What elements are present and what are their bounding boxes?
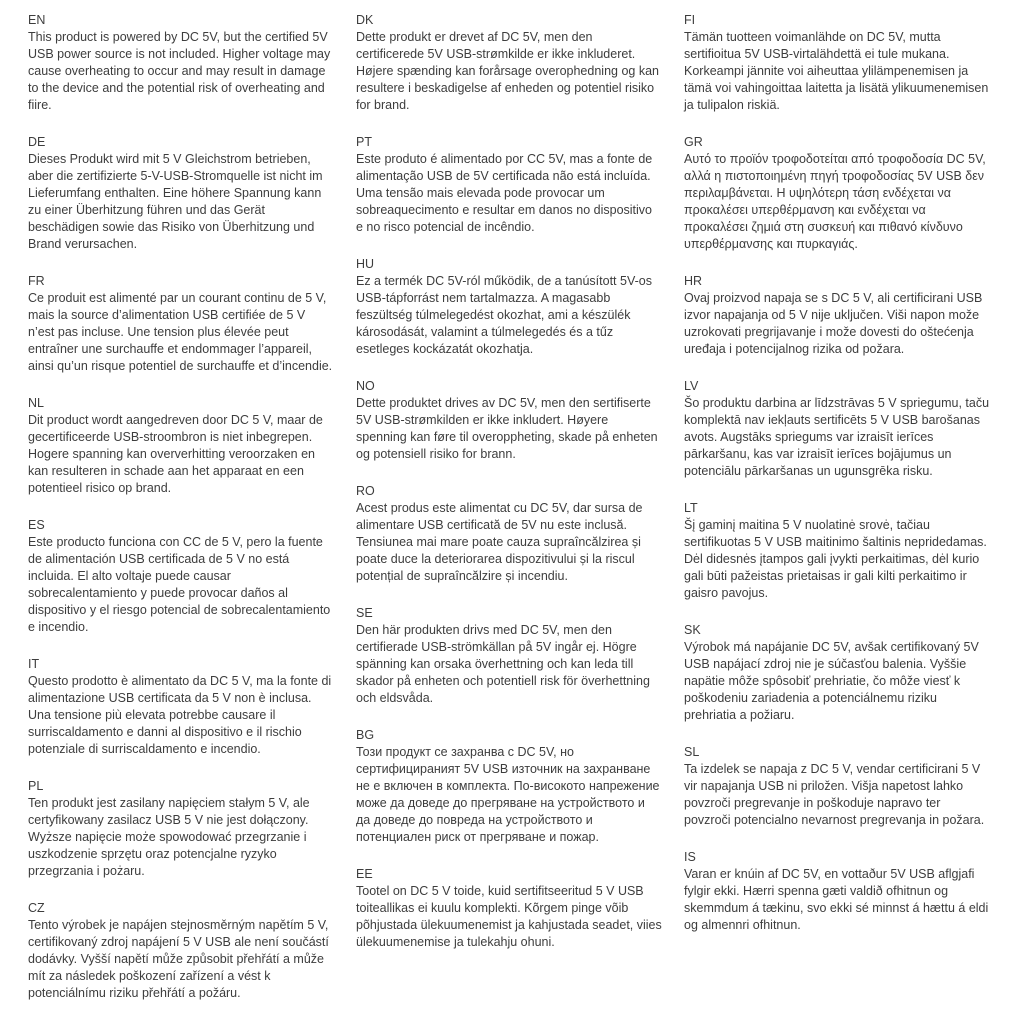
safety-text-it: Questo prodotto è alimentato da DC 5 V, ma la fonte di alimentazione USB certificata da 5 V non è inclusa. Una tensione più elevata potrebbe causare il surriscaldamento e danni al dispositivo e il rischio potenziale di surriscaldamento e incendio. (28, 674, 332, 756)
section-no (356, 378, 662, 463)
section-cz (28, 900, 334, 1002)
language-code-it: IT (28, 657, 40, 671)
safety-text-sl: Ta izdelek se napaja z DC 5 V, vendar certificirani 5 V vir napajanja USB ni priložen. Višja napetost lahko povzroči pregrevanje in poškoduje napravo ter povzroči potencialno nevarnost pregrevanja in požara. (684, 762, 985, 827)
section-ro (356, 483, 662, 585)
language-code-en: EN (28, 13, 46, 27)
section-se (356, 605, 662, 707)
safety-text-lv: Šo produktu darbina ar līdzstrāvas 5 V spriegumu, taču komplektā nav iekļauts sertificēts 5 V USB barošanas avots. Augstāks spriegums var izraisīt ierīces pārkaršanu, kas var izraisīt ierīces bojājumus un potenciālu pārkaršanas un ugunsgrēka risku. (684, 396, 990, 478)
section-ee (356, 866, 662, 951)
safety-text-bg: Този продукт се захранва с DC 5V, но сертифицираният 5V USB източник на захранване не е включен в комплекта. По-високото напрежение може да доведе до прегряване на устройството и да доведе до повреда на устройството и потенциален риск от прегряване и пожар. (356, 745, 660, 844)
language-code-no: NO (356, 379, 375, 393)
section-pt (356, 134, 662, 236)
safety-text-ee: Tootel on DC 5 V toide, kuid sertifitseeritud 5 V USB toiteallikas ei kuulu komplekti. Kõrgem pinge võib põhjustada ülekuumenemist ja kahjustada seadet, viies ülekuumenemise ja tulekahju ohuni. (356, 884, 662, 949)
language-code-ro: RO (356, 484, 375, 498)
safety-text-de: Dieses Produkt wird mit 5 V Gleichstrom betrieben, aber die zertifizierte 5-V-USB-Stromquelle ist nicht im Lieferumfang enthalten. Eine höhere Spannung kann zu einer Überhitzung führen und das Gerät beschädigen sowie das Risiko von Überhitzung und Brand verursachen. (28, 152, 323, 251)
section-sk (684, 622, 990, 724)
language-code-hu: HU (356, 257, 375, 271)
language-code-dk: DK (356, 13, 374, 27)
safety-text-pl: Ten produkt jest zasilany napięciem stałym 5 V, ale certyfikowany zasilacz USB 5 V nie jest dołączony. Wyższe napięcie może spowodować przegrzanie i uszkodzenie sprzętu oraz potencjalne ryzyko przegrzania i pożaru. (28, 796, 310, 878)
section-bg (356, 727, 662, 846)
column-1 (28, 12, 334, 1022)
safety-text-es: Este producto funciona con CC de 5 V, pero la fuente de alimentación USB certificada de 5 V no está incluida. El alto voltaje puede causar sobrecalentamiento y puede provocar daños al dispositivo y el riesgo potencial de sobrecalentamiento e incendio. (28, 535, 331, 634)
safety-text-fr: Ce produit est alimenté par un courant continu de 5 V, mais la source d’alimentation USB certifiée de 5 V n’est pas incluse. Une tension plus élevée peut entraîner une surchauffe et endommager l’appareil, ainsi qu’un risque potentiel de surchauffe et d’incendie. (28, 291, 333, 373)
column-2 (356, 12, 662, 1022)
language-code-bg: BG (356, 728, 375, 742)
safety-text-is: Varan er knúin af DC 5V, en vottaður 5V USB aflgjafi fylgir ekki. Hærri spenna gæti valdið ofhitnun og skemmdum á tækinu, svo ekki sé minnst á hættu á eldi og almennri ofhitnun. (684, 867, 989, 932)
language-code-nl: NL (28, 396, 44, 410)
safety-text-sk: Výrobok má napájanie DC 5V, avšak certifikovaný 5V USB napájací zdroj nie je súčasťou balenia. Vyššie napätie môže spôsobiť prehriatie, čo môže viesť k poškodeniu zariadenia a potenciálnemu riziku prehriatia a požiaru. (684, 640, 979, 722)
section-it (28, 656, 334, 758)
safety-text-hu: Ez a termék DC 5V-ról működik, de a tanúsított 5V-os USB-tápforrást nem tartalmazza. A magasabb feszültség túlmelegedést okozhat, ami a készülék károsodását, valamint a túlmelegedés és a tűz esetleges kockázatát okozhatja. (356, 274, 652, 356)
section-hu (356, 256, 662, 358)
section-dk (356, 12, 662, 114)
language-code-sl: SL (684, 745, 700, 759)
section-de (28, 134, 334, 253)
section-gr (684, 134, 990, 253)
language-code-pl: PL (28, 779, 44, 793)
section-fr (28, 273, 334, 375)
section-es (28, 517, 334, 636)
safety-text-dk: Dette produkt er drevet af DC 5V, men den certificerede 5V USB-strømkilde er ikke inkluderet. Højere spænding kan forårsage overophedning og kan resultere i beskadigelse af enheden og potentiel risiko for brand. (356, 30, 659, 112)
safety-text-en: This product is powered by DC 5V, but the certified 5V USB power source is not included. Higher voltage may cause overheating to occur and may result in damage to the device and the potential risk of overheating and fiire. (28, 30, 331, 112)
language-code-de: DE (28, 135, 46, 149)
section-fi (684, 12, 990, 114)
language-code-cz: CZ (28, 901, 45, 915)
section-lt (684, 500, 990, 602)
language-code-gr: GR (684, 135, 703, 149)
language-code-sk: SK (684, 623, 701, 637)
language-code-hr: HR (684, 274, 703, 288)
column-3 (684, 12, 990, 1022)
language-code-is: IS (684, 850, 696, 864)
section-hr (684, 273, 990, 358)
section-sl (684, 744, 990, 829)
safety-text-fi: Tämän tuotteen voimanlähde on DC 5V, mutta sertifioitua 5V USB-virtalähdettä ei tule mukana. Korkeampi jännite voi aiheuttaa ylilämpenemisen ja tämä voi vahingoittaa laitetta ja lisätä ylikuumenemisen ja tulipalon riskiä. (684, 30, 989, 112)
safety-text-cz: Tento výrobek je napájen stejnosměrným napětím 5 V, certifikovaný zdroj napájení 5 V USB ale není součástí dodávky. Vyšší napětí může způsobit přehřátí a může mít za následek poškození zařízení a vést k potenciálnímu riziku přehřátí a požáru. (28, 918, 329, 1000)
language-code-lv: LV (684, 379, 699, 393)
language-code-fi: FI (684, 13, 696, 27)
safety-text-nl: Dit product wordt aangedreven door DC 5 V, maar de gecertificeerde USB-stroombron is niet inbegrepen. Hogere spanning kan oververhitting veroorzaken en kan resulteren in schade aan het apparaat en een potentieel risico op brand. (28, 413, 323, 495)
language-code-pt: PT (356, 135, 372, 149)
language-code-lt: LT (684, 501, 698, 515)
section-en (28, 12, 334, 114)
language-code-se: SE (356, 606, 373, 620)
language-code-ee: EE (356, 867, 373, 881)
section-lv (684, 378, 990, 480)
safety-text-lt: Šį gaminį maitina 5 V nuolatinė srovė, tačiau sertifikuotas 5 V USB maitinimo šaltinis nepridedamas. Dėl didesnės įtampos gali įvykti perkaitimas, dėl kurio gali būti pažeistas prietaisas ir gali kilti perkaitimo ir gaisro pavojus. (684, 518, 987, 600)
safety-text-ro: Acest produs este alimentat cu DC 5V, dar sursa de alimentare USB certificată de 5V nu este inclusă. Tensiunea mai mare poate cauza supraîncălzirea și poate duce la deteriorarea dispozitivului și la riscul potențial de supraîncălzire și incendiu. (356, 501, 643, 583)
safety-text-se: Den här produkten drivs med DC 5V, men den certifierade USB-strömkällan på 5V ingår ej. Högre spänning kan orsaka överhettning och kan leda till skador på enheten och potentiell risk för överhettning och eldsvåda. (356, 623, 650, 705)
language-code-es: ES (28, 518, 45, 532)
language-code-fr: FR (28, 274, 45, 288)
section-nl (28, 395, 334, 497)
safety-text-pt: Este produto é alimentado por CC 5V, mas a fonte de alimentação USB de 5V certificada não está incluída. Uma tensão mais elevada pode provocar um sobreaquecimento e resultar em danos no dispositivo e no risco potencial de incêndio. (356, 152, 653, 234)
section-is (684, 849, 990, 934)
safety-text-no: Dette produktet drives av DC 5V, men den sertifiserte 5V USB-strømkilden er ikke inkludert. Høyere spenning kan føre til overoppheting, skade på enheten og potensiell risiko for brann. (356, 396, 658, 461)
safety-text-gr: Αυτό το προϊόν τροφοδοτείται από τροφοδοσία DC 5V, αλλά η πιστοποιημένη πηγή τροφοδοσίας 5V USB δεν περιλαμβάνεται. Η υψηλότερη τάση ενδέχεται να προκαλέσει υπερθέρμανση και ενδέχεται να προκαλέσει ζημιά στη συσκευή και πιθανό κίνδυνο υπερθέρμανσης και πυρκαγιάς. (684, 152, 986, 251)
section-pl (28, 778, 334, 880)
safety-text-hr: Ovaj proizvod napaja se s DC 5 V, ali certificirani USB izvor napajanja od 5 V nije uključen. Viši napon može uzrokovati pregrijavanje i može dovesti do oštećenja uređaja i potencijalnog rizika od požara. (684, 291, 983, 356)
